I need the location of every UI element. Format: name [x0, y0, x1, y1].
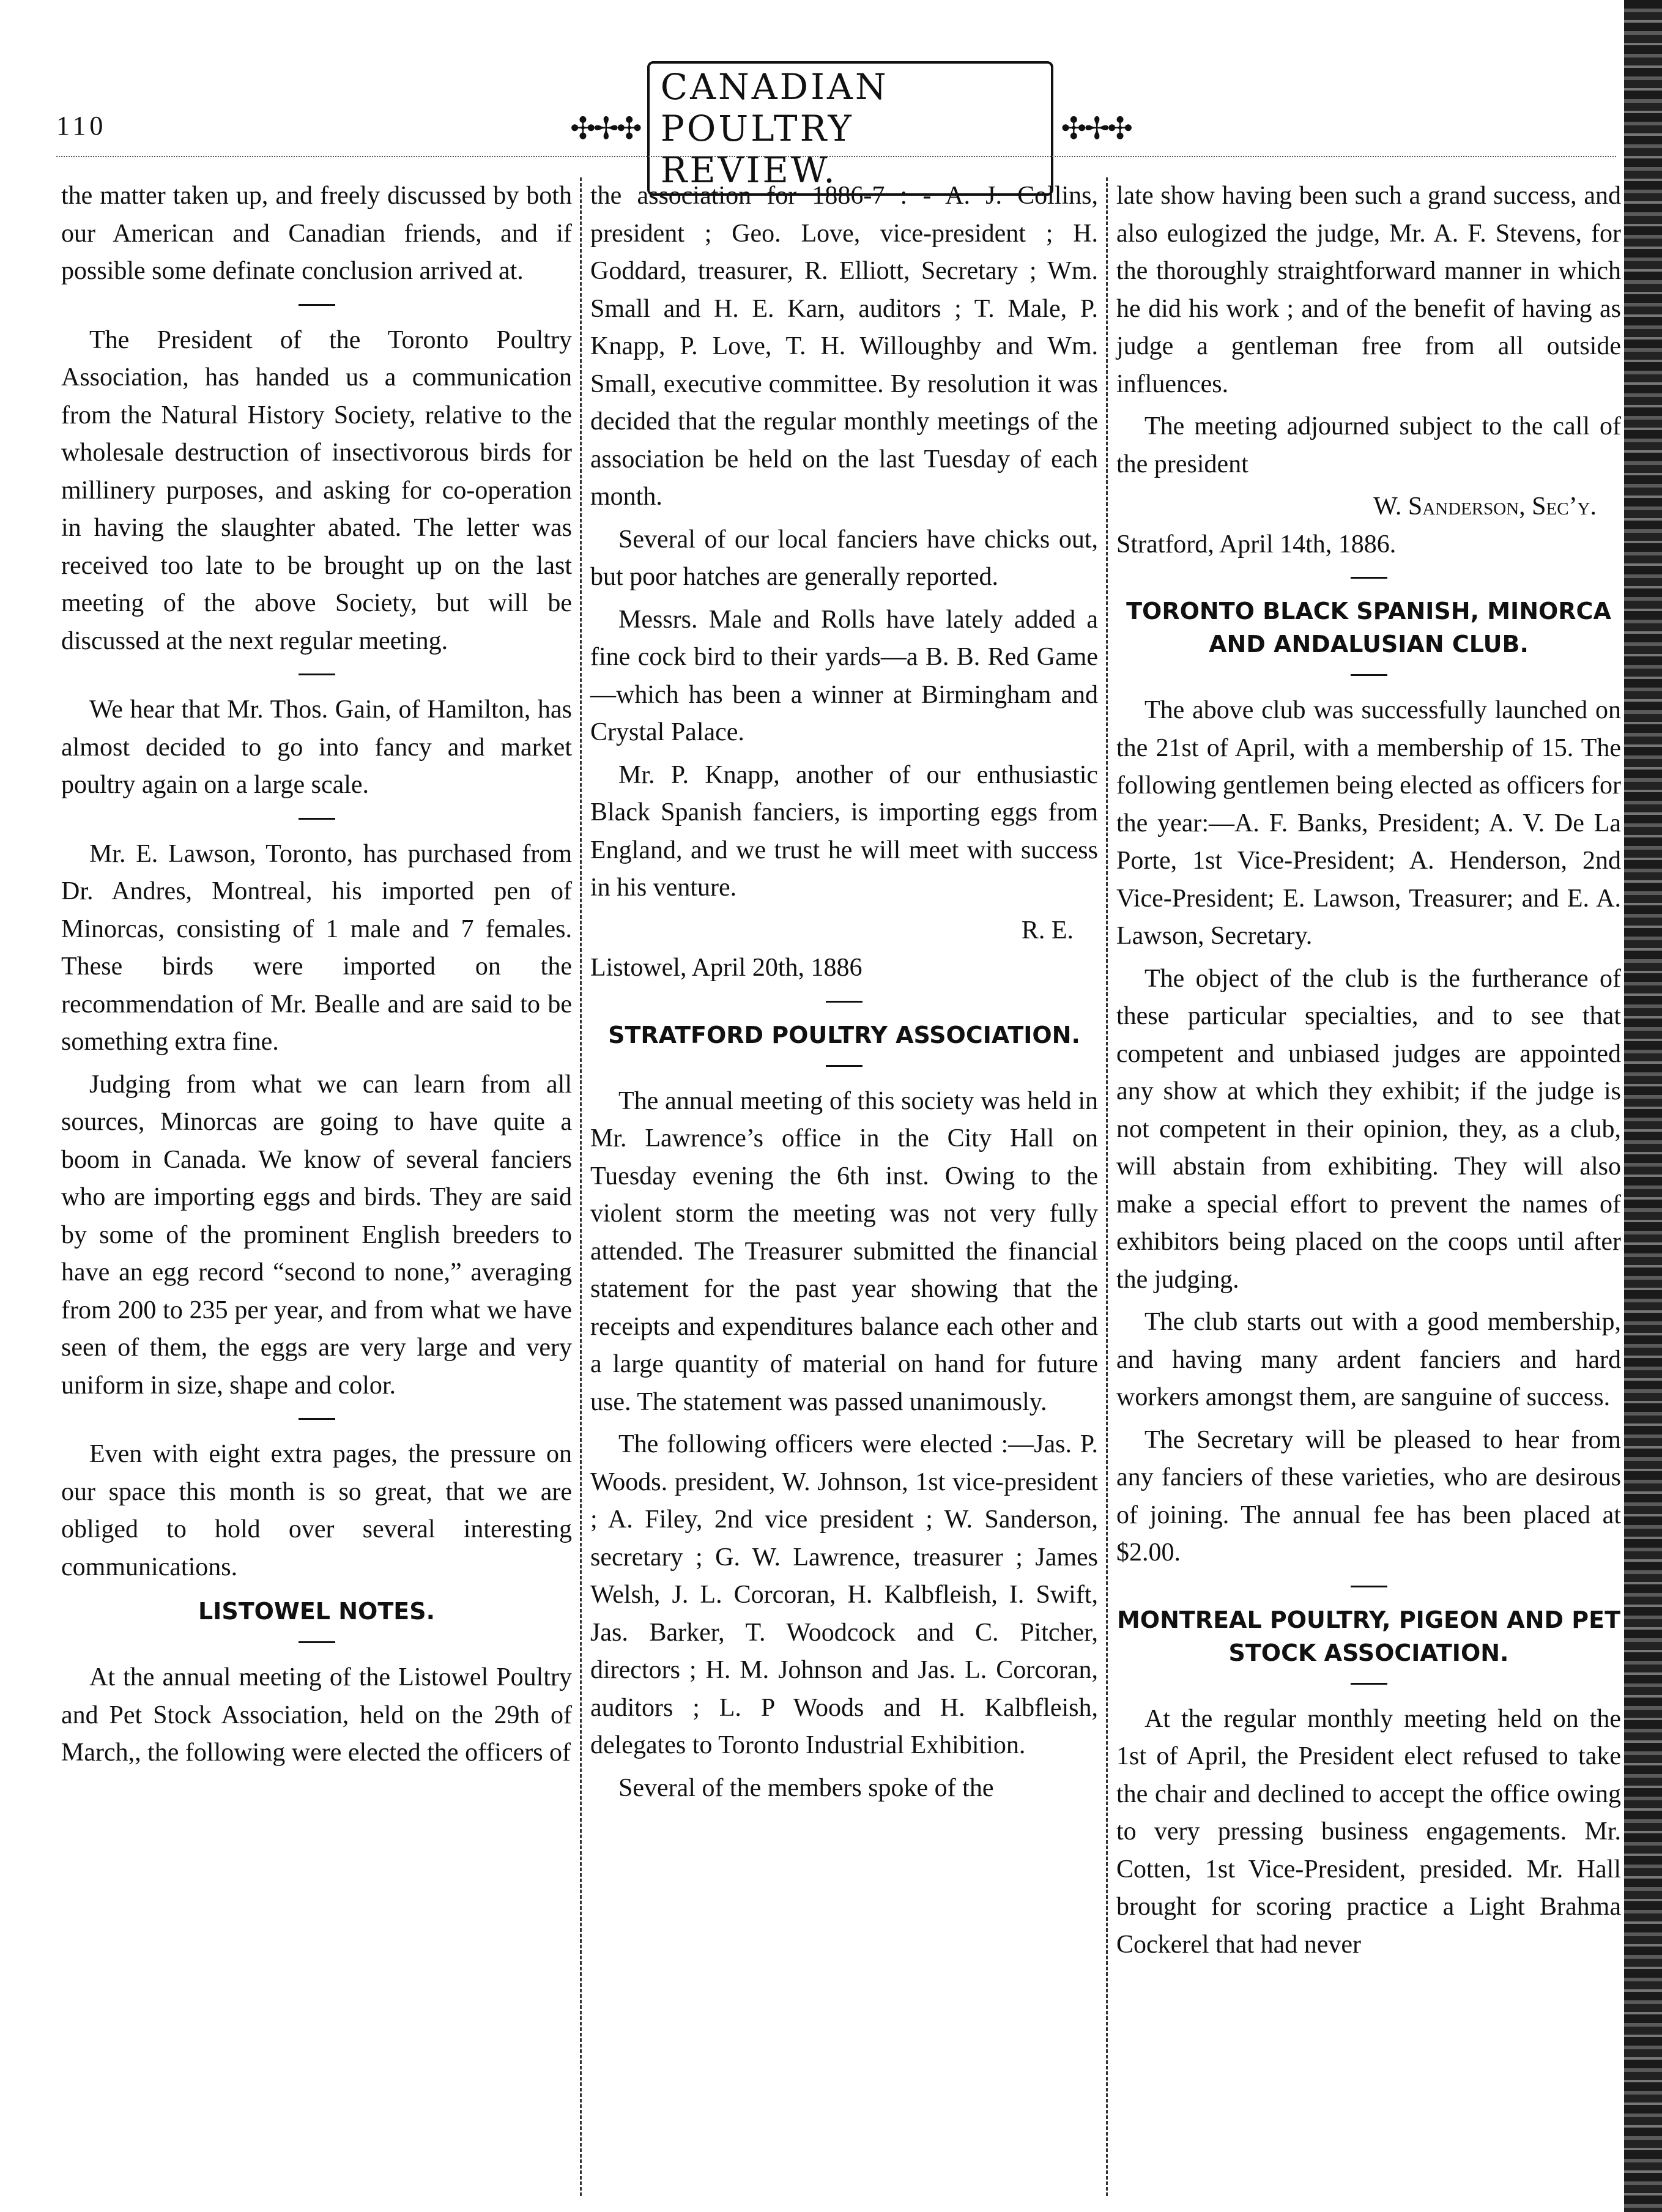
- signature-name: W. Sanderson, Sec’y.: [1373, 492, 1597, 521]
- divider: [1351, 1586, 1387, 1587]
- divider: [1351, 577, 1387, 579]
- divider: [826, 1065, 863, 1067]
- paragraph: the matter taken up, and freely discussed by both our American and Canadian friends, and if possible some definate conclusion arrived at.: [61, 182, 572, 285]
- section-heading: TORONTO BLACK SPANISH, MINORCA AND ANDALUSIAN CLUB.: [1126, 598, 1611, 658]
- ornament-right-icon: ✣✢✣: [1061, 111, 1130, 146]
- paragraph: The above club was successfully launched on the 21st of April, with a membership of 15. The following gentlemen being elected as officers for the year:—A. F. Banks, President; A. V. De La Porte, 1st Vice-President; A. Henderson, 2nd Vice-President; E. Lawson, Treasurer; and E. A. Lawson, Secretary.: [1116, 696, 1621, 950]
- paragraph: Messrs. Male and Rolls have lately added a fine cock bird to their yards—a B. B. Red Game—which has been a winner at Birmingham and Crystal Palace.: [590, 605, 1098, 746]
- section-heading: MONTREAL POULTRY, PIGEON AND PET STOCK ASSOCIATION.: [1116, 1606, 1621, 1666]
- divider: [299, 818, 335, 820]
- dateline: Stratford, April 14th, 1886.: [1116, 530, 1397, 559]
- divider: [826, 1001, 863, 1003]
- paragraph: Several of our local fanciers have chicks out, but poor hatches are generally reported.: [590, 525, 1098, 591]
- paragraph: Judging from what we can learn from all sources, Minorcas are going to have quite a boom in Canada. We know of several fanciers who are importing eggs and birds. They are said by some of the prominent English breeders to have an egg record “second to none,” averaging from 200 to 235 per year, and from what we have seen of them, the eggs are very large and very uniform in size, shape and color.: [61, 1070, 572, 1400]
- paragraph: At the regular monthly meeting held on the 1st of April, the President elect refused to take the chair and declined to accept the office owing to very pressing business engagements. Mr. Cotten, 1st Vice-President, presided. Mr. Hall brought for scoring practice a Light Brahma Cockerel that had never: [1116, 1704, 1621, 1959]
- signature: [1116, 488, 1621, 526]
- divider: [1351, 1683, 1387, 1685]
- column-1: [61, 177, 572, 1777]
- paragraph: Mr. E. Lawson, Toronto, has purchased from Dr. Andres, Montreal, his imported pen of Minorcas, consisting of 1 male and 7 females. These birds were imported on the recommendation of Mr. Bealle and are said to be something extra fine.: [61, 839, 572, 1056]
- column-divider: [580, 177, 582, 2196]
- divider: [299, 1418, 335, 1420]
- paragraph: The President of the Toronto Poultry Association, has handed us a communication from the Natural History Society, relative to the wholesale destruction of insectivorous birds for millinery purposes, and asking for co-operation in having the slaughter abated. The letter was received too late to be brought up on the last meeting of the above Society, but will be discussed at the next regular meeting.: [61, 325, 572, 655]
- paragraph: The following officers were elected :—Jas. P. Woods. president, W. Johnson, 1st vice-president ; A. Filey, 2nd vice president ; W. Sanderson, secretary ; G. W. Lawrence, treasurer ; James Welsh, J. L. Corcoran, H. Kalbfleish, I. Swift, Jas. Barker, T. Woodcock and C. Pitcher, directors ; H. M. Johnson and Jas. L. Corcoran, auditors ; L. P Woods and H. Kalbfleish, delegates to Toronto Industrial Exhibition.: [590, 1430, 1098, 1759]
- page-number: 110: [56, 111, 107, 141]
- column-3: [1116, 177, 1621, 1969]
- paragraph: Several of the members spoke of the: [618, 1773, 994, 1802]
- paragraph: The annual meeting of this society was held in Mr. Lawrence’s office in the City Hall on Tuesday evening the 6th inst. Owing to the violent storm the meeting was not very fully attended. The Treasurer submitted the financial statement for the past year showing that the receipts and expenditures balance each other and a large quantity of material on hand for future use. The statement was passed unanimously.: [590, 1086, 1098, 1416]
- paragraph: The Secretary will be pleased to hear from any fanciers of these varieties, who are desirous of joining. The annual fee has been placed at $2.00.: [1116, 1425, 1621, 1567]
- dateline: Listowel, April 20th, 1886: [590, 954, 863, 982]
- section-heading: STRATFORD POULTRY ASSOCIATION.: [608, 1021, 1080, 1048]
- header-rule: [56, 156, 1616, 157]
- divider: [299, 1641, 335, 1643]
- masthead-title: CANADIAN POULTRY REVIEW.: [647, 61, 1054, 196]
- column-2: [590, 177, 1098, 1812]
- divider: [299, 304, 335, 306]
- paragraph: We hear that Mr. Thos. Gain, of Hamilton, has almost decided to go into fancy and market poultry again on a large scale.: [61, 696, 572, 799]
- paragraph: At the annual meeting of the Listowel Poultry and Pet Stock Association, held on the 29th of March,, the following were elected the officers of: [61, 1663, 572, 1767]
- section-heading: LISTOWEL NOTES.: [198, 1598, 436, 1625]
- paragraph: The club starts out with a good membership, and having many ardent fanciers and hard workers amongst them, are sanguine of success.: [1116, 1308, 1621, 1411]
- signature: R. E.: [1021, 916, 1074, 945]
- paragraph: The object of the club is the furtherance of these particular specialties, and to see that competent and unbiased judges are appointed any show at which they exhibit; if the judge is not competent in their opinion, they, as a club, will abstain from exhibiting. They will also make a special effort to prevent the names of exhibitors being placed on the coops until after the judging.: [1116, 964, 1621, 1294]
- ornament-left-icon: ✣✢✣: [570, 111, 640, 146]
- paragraph: late show having been such a grand success, and also eulogized the judge, Mr. A. F. Stevens, for the thoroughly straightforward manner in which he did his work ; and of the benefit of having as judge a gentleman free from all outside influences.: [1116, 182, 1621, 398]
- paragraph: The meeting adjourned subject to the call of the president: [1116, 412, 1621, 478]
- paragraph: Even with eight extra pages, the pressure on our space this month is so great, that we are obliged to hold over several interesting communications.: [61, 1440, 572, 1581]
- masthead: [563, 66, 1138, 191]
- paragraph: Mr. P. Knapp, another of our enthusiastic Black Spanish fanciers, is importing eggs from England, and we trust he will meet with success in his venture.: [590, 760, 1098, 902]
- page-edge-scan: [1624, 0, 1662, 2212]
- column-divider: [1106, 177, 1108, 2196]
- divider: [299, 674, 335, 675]
- divider: [1351, 674, 1387, 676]
- paragraph: the association for 1886-7 : - A. J. Collins, president ; Geo. Love, vice-president ; H. Goddard, treasurer, R. Elliott, Secretary ; Wm. Small and H. E. Karn, auditors ; T. Male, P. Knapp, P. Love, T. H. Willoughby and Wm. Small, executive committee. By resolution it was decided that the regular monthly meetings of the association be held on the last Tuesday of each month.: [590, 182, 1098, 511]
